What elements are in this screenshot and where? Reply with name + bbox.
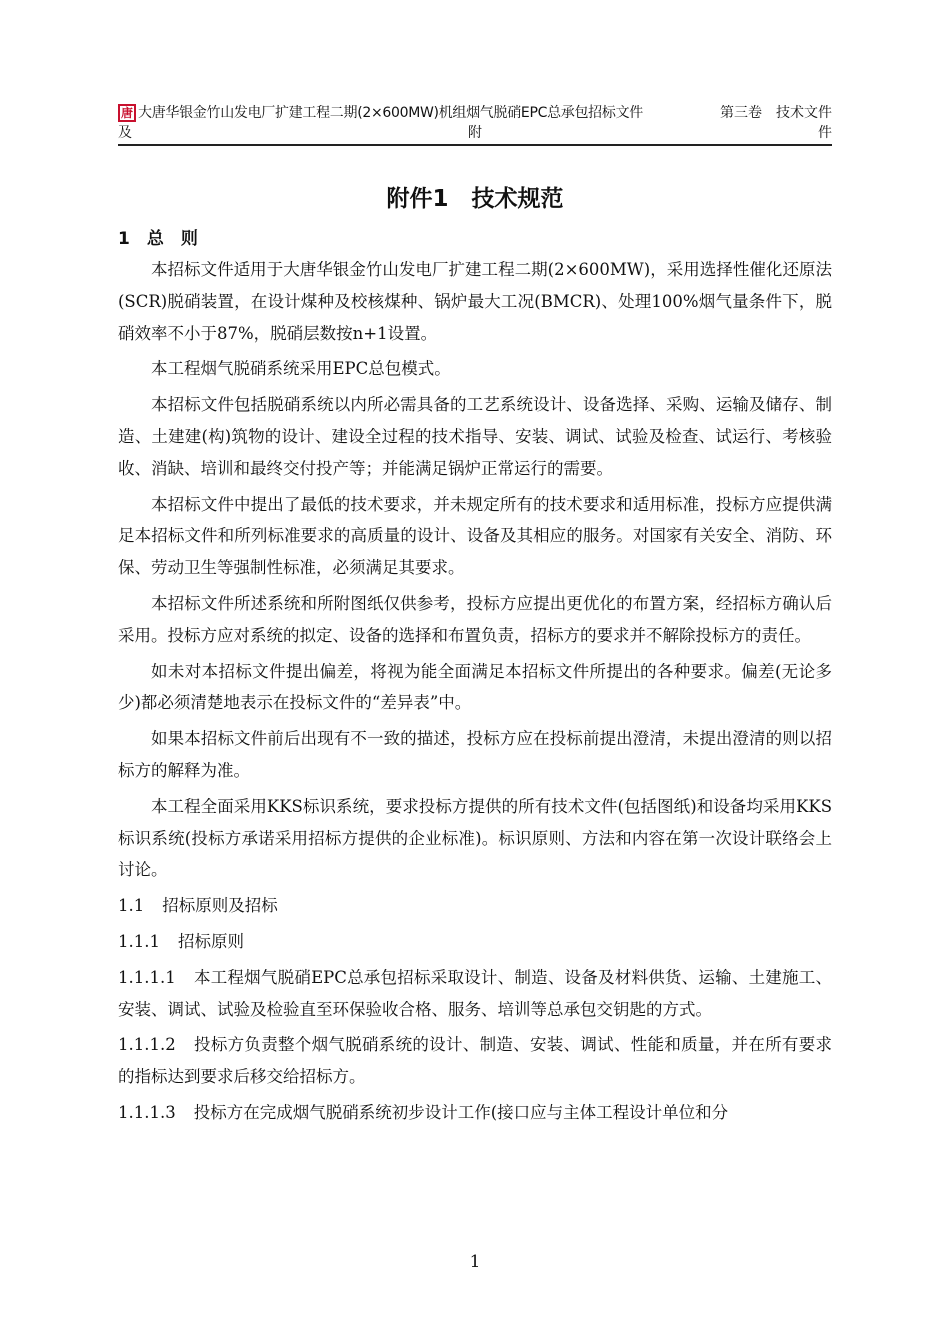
clause-text: 投标方在完成烟气脱硝系统初步设计工作(接口应与主体工程设计单位和分 <box>193 1102 729 1122</box>
clause-item <box>118 1029 832 1093</box>
subsection-title: 招标原则及招标 <box>162 896 278 916</box>
paragraph: 本招标文件包括脱硝系统以内所必需具备的工艺系统设计、设备选择、采购、运输及储存、制造、土建建(构)筑物的设计、建设全过程的技术指导、安装、调试、试验及检查、试运行、考核验收、消缺、培训和最终交付投产等；并能满足锅炉正常运行的需要。 <box>118 395 832 478</box>
paragraph: 本招标文件中提出了最低的技术要求，并未规定所有的技术要求和适用标准，投标方应提供满足本招标文件和所列标准要求的高质量的设计、设备及其相应的服务。对国家有关安全、消防、环保、劳动卫生等强制性标准，必须满足其要求。 <box>118 494 832 578</box>
clause-number: 1.1.1.3 <box>118 1102 176 1122</box>
clause-text: 投标方负责整个烟气脱硝系统的设计、制造、安装、调试、性能和质量，并在所有要求的指标达到要求后移交给招标方。 <box>118 1035 832 1087</box>
document-title: 附件1 技术规范 <box>386 186 564 212</box>
page-header <box>118 102 832 146</box>
subsection-number: 1.1 <box>118 896 145 916</box>
page-number: 1 <box>469 1252 481 1272</box>
clause-item <box>118 1097 832 1129</box>
paragraph: 本工程烟气脱硝系统采用EPC总包模式。 <box>151 359 451 379</box>
subsection-title: 招标原则 <box>177 931 244 951</box>
section-heading-1: 1 总 则 <box>118 229 198 249</box>
subsection-heading-1-1-1 <box>118 926 832 958</box>
clause-number: 1.1.1.1 <box>118 967 176 987</box>
paragraph: 如未对本招标文件提出偏差，将视为能全面满足本招标文件所提出的各种要求。偏差(无论多少)都必须清楚地表示在投标文件的“差异表”中。 <box>118 661 832 713</box>
header-volume-wrap: 件 <box>818 125 832 141</box>
paragraph: 如果本招标文件前后出现有不一致的描述，投标方应在投标前提出澄清，未提出澄清的则以招标方的解释为准。 <box>118 729 832 780</box>
paragraph: 本工程全面采用KKS标识系统，要求投标方提供的所有技术文件(包括图纸)和设备均采用KKS标识系统(投标方承诺采用招标方提供的企业标准)。标识原则、方法和内容在第一次设计联络会上讨论。 <box>118 796 832 880</box>
clause-item <box>118 962 832 1026</box>
paragraph: 本招标文件所述系统和所附图纸仅供参考，投标方应提出更优化的布置方案，经招标方确认后采用。投标方应对系统的拟定、设备的选择和布置负责，招标方的要求并不解除投标方的责任。 <box>118 593 832 645</box>
header-title-wrap-b: 附 <box>468 125 482 141</box>
document-body <box>118 254 832 1133</box>
subsection-heading-1-1 <box>118 890 832 922</box>
header-volume: 第三卷 技术文件 <box>720 105 832 121</box>
company-logo: 唐 <box>118 104 136 122</box>
header-title-wrap-a: 及 <box>118 125 132 141</box>
header-title: 大唐华银金竹山发电厂扩建工程二期(2×600MW)机组烟气脱硝EPC总承包招标文件 <box>138 105 643 121</box>
subsection-number: 1.1.1 <box>118 931 160 951</box>
clause-number: 1.1.1.2 <box>118 1035 176 1055</box>
clause-text: 本工程烟气脱硝EPC总承包招标采取设计、制造、设备及材料供货、运输、土建施工、安装、调试、试验及检验直至环保验收合格、服务、培训等总承包交钥匙的方式。 <box>118 967 832 1019</box>
paragraph: 本招标文件适用于大唐华银金竹山发电厂扩建工程二期(2×600MW)，采用选择性催化还原法(SCR)脱硝装置，在设计煤种及校核煤种、锅炉最大工况(BMCR)、处理100%烟气量条件下，脱硝效率不小于87%，脱硝层数按n+1设置。 <box>118 260 832 343</box>
